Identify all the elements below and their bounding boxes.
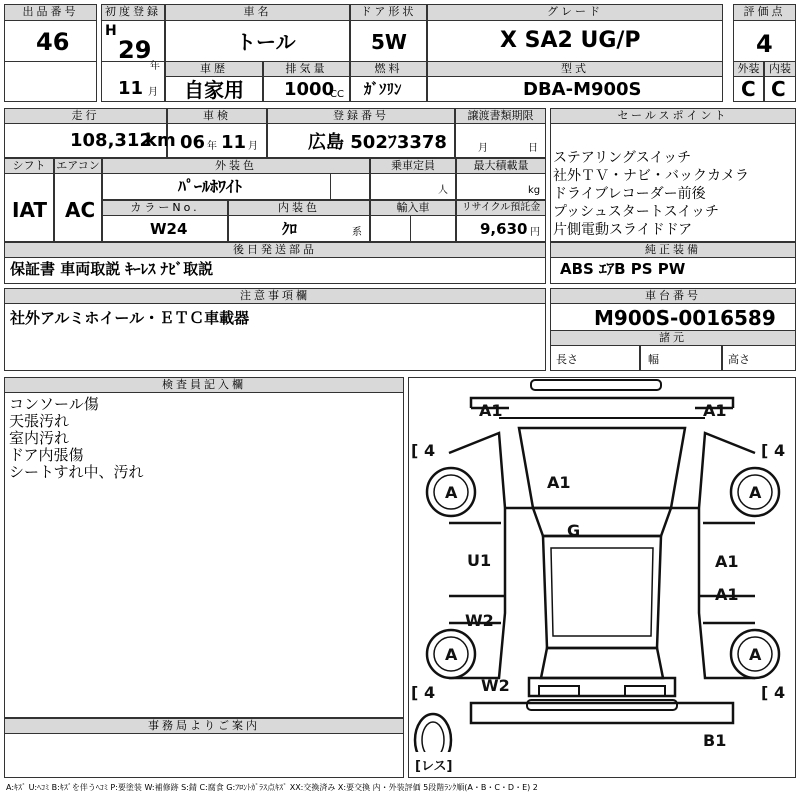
equipment: ABS ｴｱB PS PW (560, 260, 686, 278)
first-registration-month: 11 (118, 78, 144, 99)
shift: IAT (12, 198, 48, 222)
air-conditioner: AC (65, 198, 96, 222)
shift-label: シフト (4, 158, 54, 174)
color-number-label: カラーNo. (102, 200, 228, 216)
sales-points (553, 149, 749, 239)
office-notice-label: 事務局よりご案内 (4, 718, 404, 734)
sales-point-item: 片側電動スライドドア (553, 222, 693, 238)
mark-hood: A1 (547, 473, 571, 492)
interior-color-unit: 系 (352, 227, 362, 238)
inspector-notes-label: 検査員記入欄 (4, 377, 404, 393)
door-type: 5W (371, 30, 407, 54)
ac-label: エアコン (54, 158, 102, 174)
displacement-label: 排気量 (263, 61, 350, 77)
inspector-notes (9, 396, 144, 481)
inspector-note: コンソール傷 (9, 395, 99, 413)
lot-number-label: 出品番号 (4, 4, 97, 21)
inspection-month: 11 (221, 132, 247, 153)
wheel-rear-right: A (749, 645, 762, 664)
inspector-note: ドア内張傷 (9, 446, 84, 464)
car-name: トール (236, 30, 296, 54)
recycle-fee: 9,630 (480, 220, 528, 238)
interior-color-label: 内装色 (228, 200, 370, 216)
max-load-label: 最大積載量 (456, 158, 546, 174)
grade-label: グレード (427, 4, 723, 21)
transfer-docs-label: 譲渡書類期限 (455, 108, 546, 124)
notes: 社外アルミホイール・ＥＴＣ車載器 (10, 309, 250, 327)
first-registration-label: 初度登録 (101, 4, 165, 21)
mark-left-quarter: W2 (481, 676, 510, 695)
mileage-unit: km (145, 130, 176, 151)
exterior-grade: C (741, 77, 756, 101)
inspector-note: 室内汚れ (9, 429, 70, 447)
year-unit: 年 (150, 61, 160, 72)
first-registration-year: 29 (118, 36, 152, 64)
accessories-label: 後日発送部品 (4, 242, 546, 258)
interior-color: ｸﾛ (282, 220, 298, 238)
exterior-color: ﾊﾟｰﾙﾎﾜｲﾄ (178, 177, 243, 196)
mark-left-rear-door: W2 (465, 611, 494, 630)
width-label: 幅 (648, 353, 659, 366)
specs-label: 諸元 (550, 330, 796, 346)
mark-right-front-door: A1 (715, 552, 739, 571)
interior-label: 内装 (764, 61, 796, 77)
notes-label: 注意事項欄 (4, 288, 546, 304)
exterior-label: 外装 (733, 61, 764, 77)
mark-rear-bumper: B1 (703, 731, 727, 750)
equipment-label: 純正装備 (550, 242, 796, 258)
capacity-label: 乗車定員 (370, 158, 456, 174)
fuel: ｶﾞｿﾘﾝ (364, 80, 402, 98)
wheel-front-left: A (445, 483, 458, 502)
score-label: 評価点 (733, 4, 796, 21)
transfer-day-unit: 日 (528, 143, 538, 154)
interior-grade: C (771, 77, 786, 101)
wheel-rear-left: A (445, 645, 458, 664)
transfer-month-unit: 月 (478, 143, 488, 154)
capacity-unit: 人 (438, 185, 448, 196)
damage-diagram (408, 377, 796, 778)
load-unit: kg (528, 185, 541, 196)
accessories: 保証書 車両取説 ｷｰﾚｽ ﾅﾋﾞ取説 (10, 260, 214, 278)
car-name-label: 車名 (165, 4, 350, 21)
mark-front-left: A1 (479, 401, 503, 420)
wheel-front-right: A (749, 483, 762, 502)
recycle-label: リサイクル預託金 (456, 200, 546, 216)
tire-right-rear: 4 (774, 683, 786, 702)
tire-left-rear: 4 (424, 683, 436, 702)
sales-point-item: プッシュスタートスイッチ (553, 204, 720, 220)
model-label: 型式 (427, 61, 723, 77)
lot-number: 46 (36, 28, 70, 56)
inspector-note: 天張汚れ (9, 412, 70, 430)
import-label: 輸入車 (370, 200, 456, 216)
inspector-note: シートすれ中、汚れ (9, 463, 144, 481)
fuel-label: 燃料 (350, 61, 427, 77)
mileage: 108,312 (70, 130, 152, 151)
mark-front-right: A1 (703, 401, 727, 420)
mileage-label: 走行 (4, 108, 167, 124)
sales-point-item: 社外ＴＶ・ナビ・バックカメラ (553, 168, 749, 184)
inspection-month-unit: 月 (248, 141, 258, 152)
month-unit: 月 (148, 87, 158, 98)
grade: X SA2 UG/P (500, 28, 641, 53)
door-type-label: ドア形状 (350, 4, 427, 21)
exterior-color-label: 外装色 (102, 158, 370, 174)
recycle-unit: 円 (530, 227, 540, 238)
era: H (105, 23, 117, 39)
displacement-unit: CC (330, 89, 344, 100)
model: DBA-M900S (523, 79, 642, 100)
spare-tire: [レス] (415, 759, 453, 774)
length-label: 長さ (556, 353, 578, 366)
color-number: W24 (150, 220, 188, 238)
mark-right-rear-door: A1 (715, 585, 739, 604)
svg-text:[: [ (761, 683, 769, 702)
car-diagram-svg (409, 378, 795, 777)
svg-text:[: [ (761, 441, 769, 460)
score: 4 (756, 30, 773, 58)
inspection-label: 車検 (167, 108, 267, 124)
sales-point-item: ドライブレコーダー前後 (553, 186, 706, 202)
plate-number: 広島 502ﾌ3378 (308, 132, 447, 153)
legend: A:ｷｽﾞ U:ﾍｺﾐ B:ｷｽﾞを伴うﾍｺﾐ P:要塗装 W:補修跡 S:錆 C:腐食 G:ﾌﾛﾝﾄｶﾞﾗｽ点ｷｽﾞ XX:交換済み X:要交換 内・外装評価 5段階ﾗﾝｸ順(A・B・C・D・E) 2 (6, 783, 538, 792)
inspection-year: 06 (180, 132, 206, 153)
inspection-year-unit: 年 (207, 141, 217, 152)
height-label: 高さ (728, 353, 750, 366)
sales-point-label: セールスポイント (550, 108, 796, 124)
tire-right-front: 4 (774, 441, 786, 460)
plate-label: 登録番号 (267, 108, 455, 124)
chassis-number: M900S-0016589 (594, 306, 776, 330)
mark-windshield: G (567, 521, 581, 540)
chassis-label: 車台番号 (550, 288, 796, 304)
displacement: 1000 (284, 79, 335, 100)
sales-point-item: ステアリングスイッチ (553, 150, 692, 166)
history: 自家用 (184, 78, 244, 102)
mark-left-front-door: U1 (467, 551, 492, 570)
tire-left-front: 4 (424, 441, 436, 460)
history-label: 車歴 (165, 61, 263, 77)
svg-text:[: [ (411, 683, 419, 702)
svg-text:[: [ (411, 441, 419, 460)
